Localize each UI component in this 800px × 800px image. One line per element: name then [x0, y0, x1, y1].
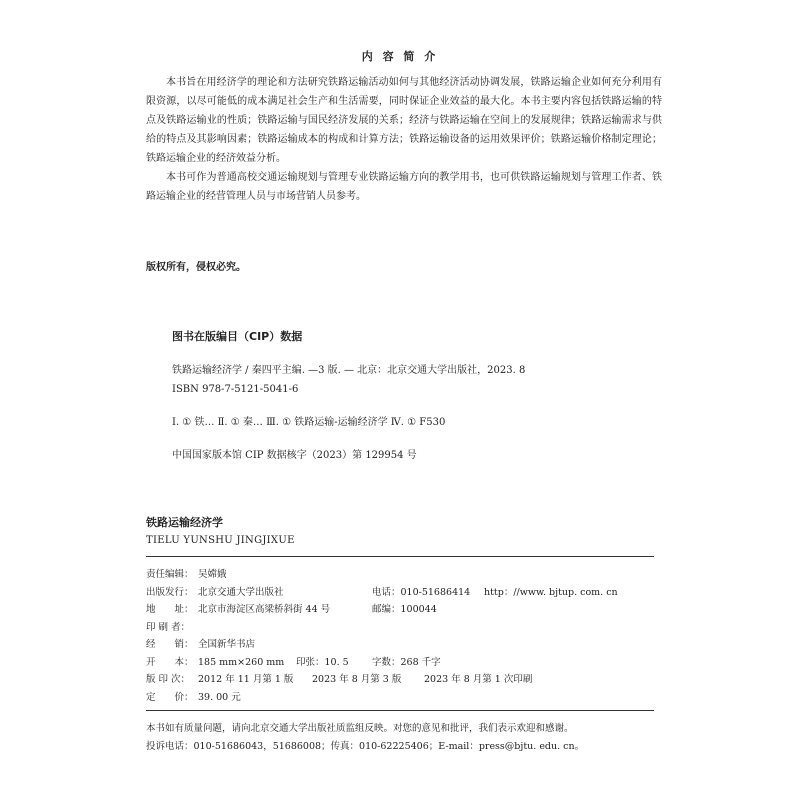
colophon-label: 责任编辑：: [146, 569, 194, 580]
colophon-distributor: [146, 636, 654, 654]
postcode: 邮编：100044: [372, 604, 437, 615]
summary-body: [146, 73, 662, 206]
summary-paragraph: 本书旨在用经济学的理论和方法研究铁路运输活动如何与其他经济活动协调发展，铁路运输企业如何充分利用有限资源，以尽可能低的成本满足社会生产和生活需要，同时保证企业效益的最大化。本书主要内容包括铁路运输的特点及铁路运输业的性质；铁路运输与国民经济发展的关系；经济与铁路运输在空间上的发展规律；铁路运输需求与供给的特点及其影响因素；铁路运输成本的构成和计算方法；铁路运输设备的运用效果评价；铁路运输价格制定理论；铁路运输企业的经济效益分析。: [146, 77, 662, 164]
colophon-label: 地 址：: [146, 604, 194, 615]
colophon-label: 开 本：: [146, 656, 194, 668]
colophon-value: 2012 年 11 月第 1 版: [198, 674, 294, 685]
colophon-value: 北京市海淀区高梁桥斜街 44 号: [198, 604, 331, 615]
colophon-edition: [146, 671, 654, 689]
colophon-label: 印 刷 者：: [146, 621, 191, 633]
word-count: 字数：268 千字: [372, 656, 441, 668]
cip-block: [172, 328, 642, 465]
colophon-publisher: [146, 584, 654, 602]
colophon-editor: [146, 566, 654, 584]
colophon-value: 39. 00 元: [198, 691, 241, 703]
colophon-price: [146, 689, 654, 707]
rights-notice: 版权所有，侵权必究。: [146, 262, 246, 273]
footer: [146, 720, 654, 756]
summary-title: 内 容 简 介: [361, 50, 439, 63]
colophon-value: 吴嫦娥: [198, 569, 227, 580]
colophon-label: 出版发行：: [146, 586, 194, 598]
colophon-label: 经 销：: [146, 639, 194, 650]
print-sheets: 印张：10. 5: [296, 656, 349, 668]
colophon-label: 定 价：: [146, 691, 194, 703]
colophon-value: 全国新华书店: [198, 639, 256, 650]
colophon-address: [146, 601, 654, 619]
cip-classification: Ⅰ. ① 铁… Ⅱ. ① 秦… Ⅲ. ① 铁路运输-运输经济学 Ⅳ. ① F530: [172, 417, 446, 428]
colophon-value: 北京交通大学出版社: [198, 586, 284, 598]
book-title: 铁路运输经济学: [146, 516, 223, 529]
cip-title: 图书在版编目（CIP）数据: [172, 330, 303, 343]
divider: [146, 710, 654, 711]
summary-paragraph: 本书可作为普通高校交通运输规划与管理专业铁路运输方向的教学用书，也可供铁路运输规划与管理工作者、铁路运输企业的经营管理人员与市场营销人员参考。: [146, 172, 662, 202]
publisher-phone: 电话：010-51686414: [372, 586, 471, 598]
colophon: [146, 566, 654, 706]
colophon-printer: [146, 619, 654, 637]
publisher-website: http：//www. bjtup. com. cn: [484, 586, 618, 598]
colophon-label: 版 印 次：: [146, 674, 191, 685]
cip-entry: 铁路运输经济学 / 秦四平主编. —3 版. — 北京：北京交通大学出版社，2023. 8: [172, 365, 526, 376]
book-pinyin: TIELU YUNSHU JINGJIXUE: [146, 535, 295, 546]
cip-isbn: ISBN 978-7-5121-5041-6: [172, 384, 299, 395]
colophon-format: [146, 654, 654, 672]
edition-printing: 2023 年 8 月第 1 次印刷: [424, 674, 533, 685]
footer-contact: 投诉电话：010-51686043，51686008；传真：010-62225406；E-mail：press@bjtu. edu. cn。: [146, 741, 585, 752]
footer-quality-note: 本书如有质量问题，请向北京交通大学出版社质监组反映。对您的意见和批评，我们表示欢迎和感谢。: [146, 723, 574, 734]
colophon-value: 185 mm×260 mm: [198, 656, 285, 668]
cip-record: 中国国家版本馆 CIP 数据核字（2023）第 129954 号: [172, 450, 417, 461]
edition-third: 2023 年 8 月第 3 版: [312, 674, 402, 685]
divider: [146, 556, 654, 557]
